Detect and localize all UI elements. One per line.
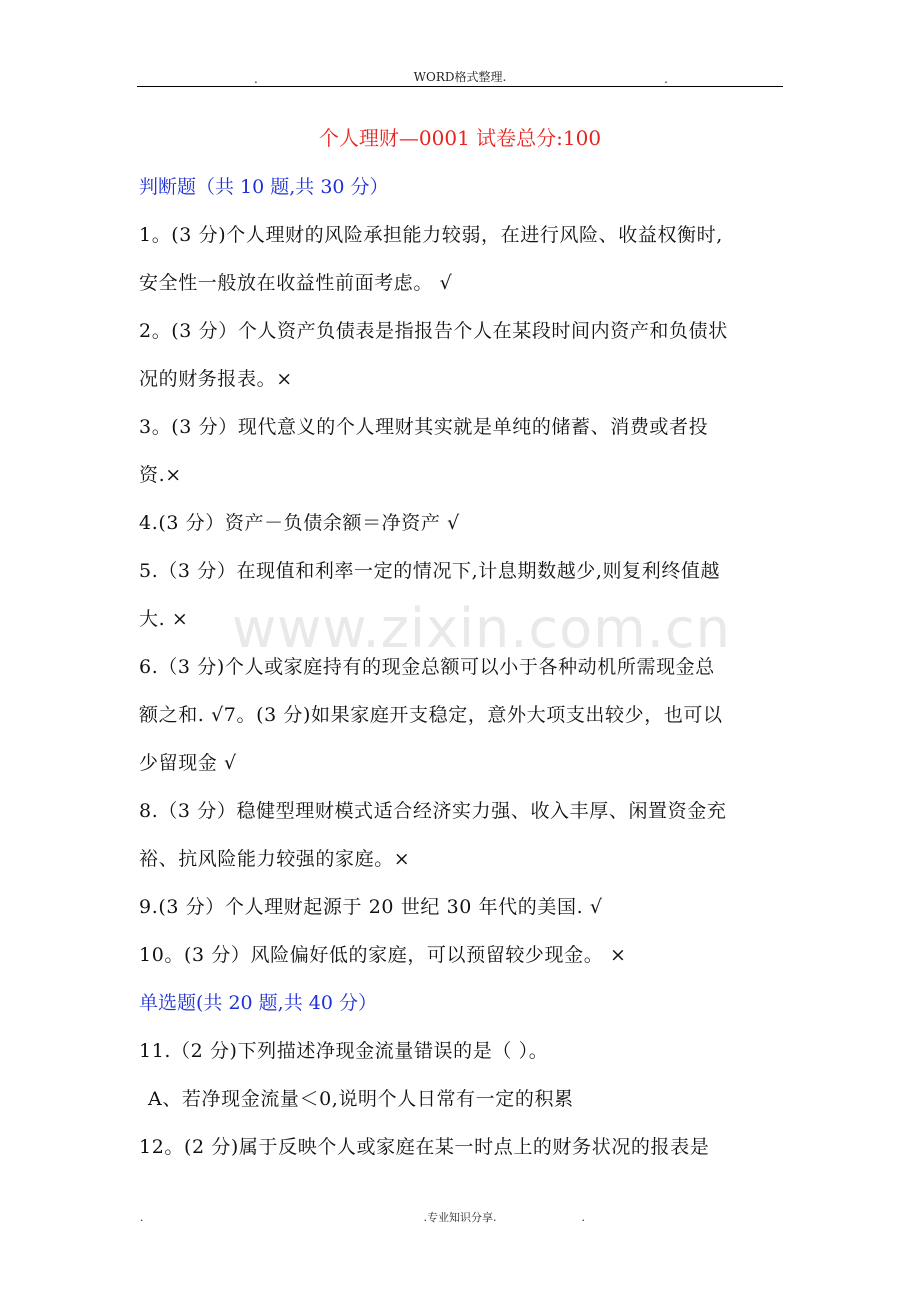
question-line: 2。(3 分）个人资产负债表是指报告个人在某段时间内资产和负债状	[139, 320, 728, 342]
question-line: 少留现金 √	[139, 752, 237, 774]
question-line: 1。(3 分)个人理财的风险承担能力较弱，在进行风险、收益权衡时,	[139, 224, 723, 246]
question-line: 8.（3 分）稳健型理财模式适合经济实力强、收入丰厚、闲置资金充	[139, 800, 727, 822]
answer-option: A、若净现金流量＜0,说明个人日常有一定的积累	[148, 1088, 574, 1110]
question-line: 12。(2 分)属于反映个人或家庭在某一时点上的财务状况的报表是	[139, 1136, 710, 1158]
question-line: 安全性一般放在收益性前面考虑。 √	[139, 272, 453, 294]
footer-left-dot: .	[140, 1211, 144, 1224]
page-header	[137, 68, 783, 86]
header-left-dot: .	[254, 72, 258, 86]
question-line: 11.（2 分)下列描述净现金流量错误的是（ ）。	[139, 1040, 549, 1062]
page-footer	[137, 1209, 783, 1225]
question-line: 3。(3 分）现代意义的个人理财其实就是单纯的储蓄、消费或者投	[139, 416, 709, 438]
question-line: 5.（3 分）在现值和利率一定的情况下,计息期数越少,则复利终值越	[139, 560, 721, 582]
question-line: 资.×	[139, 464, 182, 486]
question-line: 裕、抗风险能力较强的家庭。×	[139, 848, 411, 870]
header-text: WORD格式整理.	[413, 70, 507, 84]
question-line: 大. ×	[139, 608, 189, 630]
question-line: 额之和. √7。(3 分)如果家庭开支稳定，意外大项支出较少，也可以	[139, 704, 723, 726]
question-line: 4.(3 分）资产－负债余额＝净资产 √	[139, 512, 460, 534]
footer-right-dot: .	[581, 1211, 585, 1224]
question-line: 6.（3 分)个人或家庭持有的现金总额可以小于各种动机所需现金总	[139, 656, 715, 678]
exam-title: 个人理财—0001 试卷总分:100	[318, 126, 602, 150]
section-heading-judgment: 判断题（共 10 题,共 30 分）	[139, 176, 389, 198]
question-line: 况的财务报表。×	[139, 368, 293, 390]
footer-text: .专业知识分享.	[423, 1211, 497, 1224]
question-line: 10。(3 分）风险偏好低的家庭，可以预留较少现金。 ×	[139, 944, 627, 966]
watermark: www.zixin.com.cn	[232, 597, 731, 660]
header-divider	[137, 86, 783, 87]
question-line: 9.(3 分）个人理财起源于 20 世纪 30 年代的美国. √	[139, 896, 603, 918]
section-heading-single-choice: 单选题(共 20 题,共 40 分）	[139, 992, 377, 1014]
header-right-dot: .	[664, 72, 668, 86]
